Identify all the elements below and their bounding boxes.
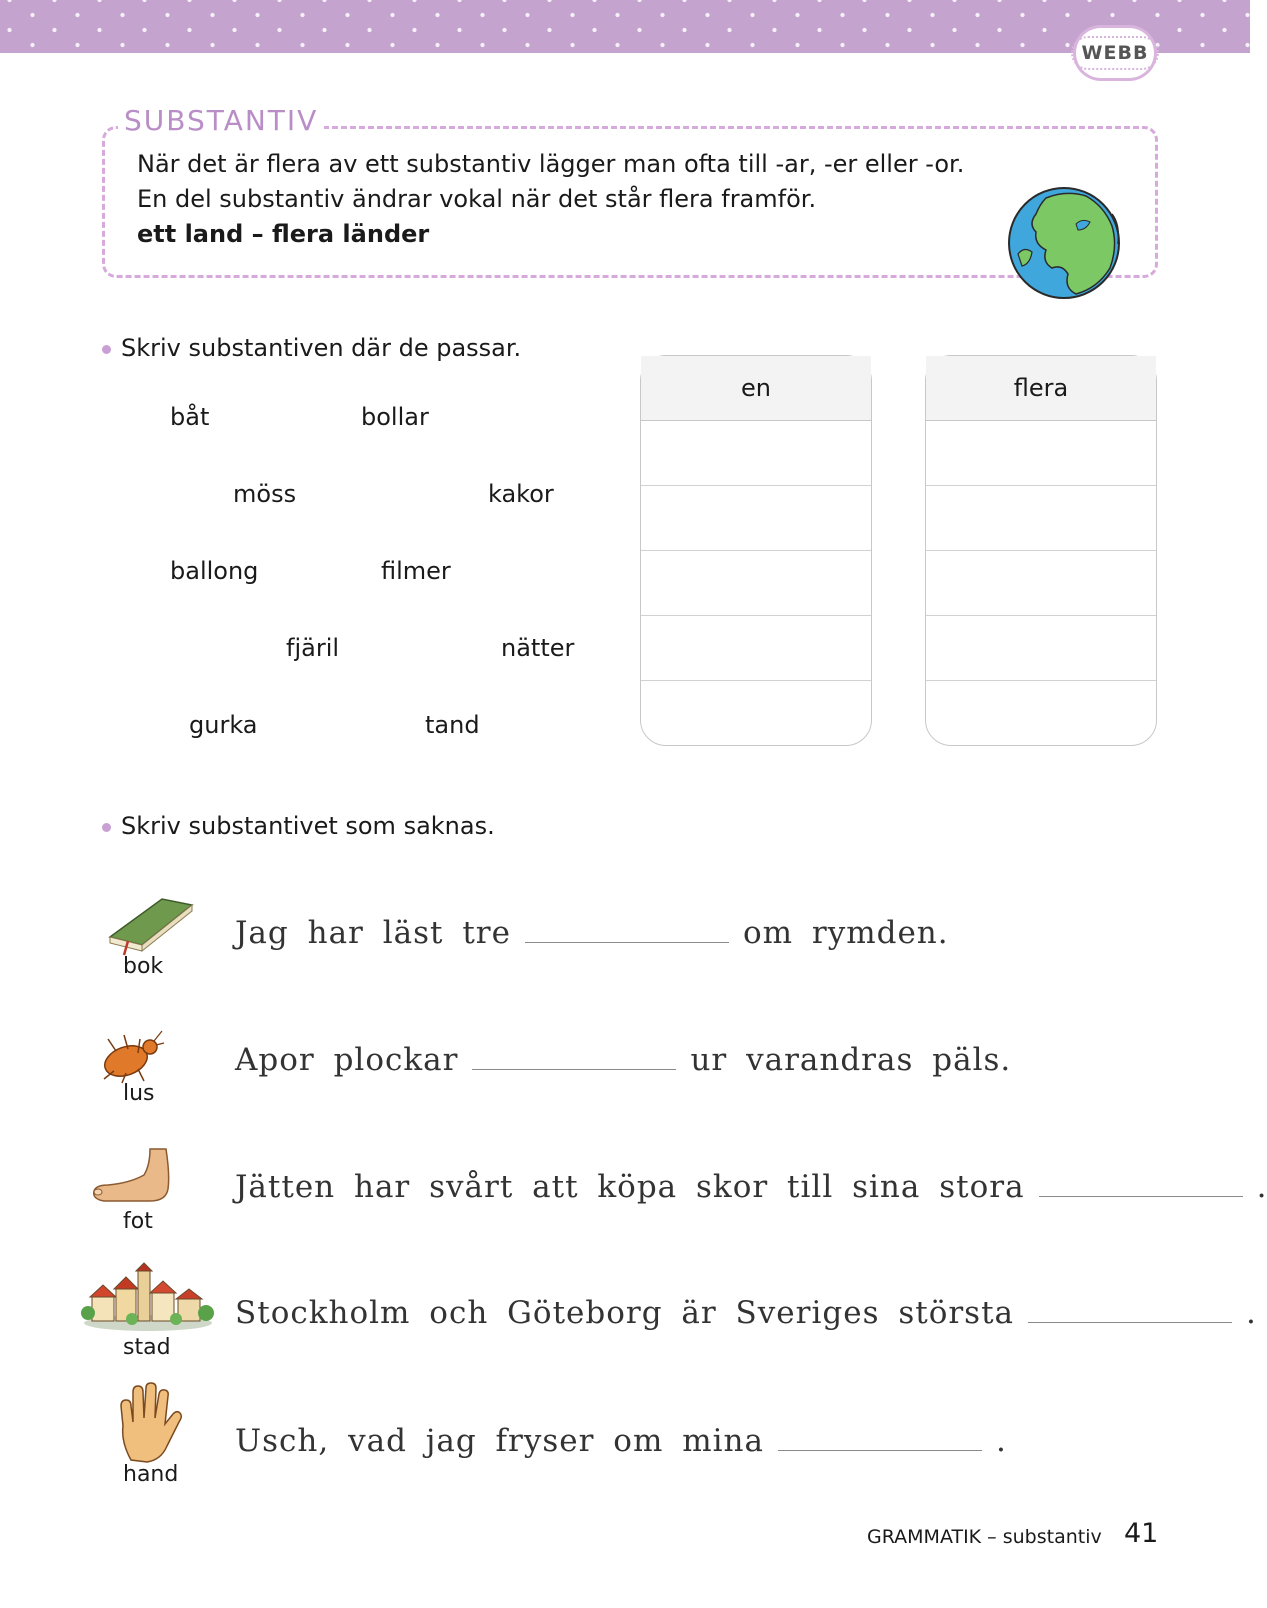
- picture-label: stad: [123, 1335, 171, 1360]
- answer-blank[interactable]: [525, 920, 729, 943]
- town-icon: [82, 1263, 214, 1333]
- answer-blank[interactable]: [1039, 1174, 1243, 1197]
- bullet-dot: [102, 823, 111, 832]
- footer-section: GRAMMATIK: [867, 1526, 982, 1548]
- answer-cell[interactable]: [641, 551, 871, 616]
- answer-blank[interactable]: [472, 1047, 676, 1070]
- exercise1-instruction-text: Skriv substantiven där de passar.: [121, 334, 522, 362]
- word-item: ballong: [170, 557, 259, 585]
- sentence-start: Stockholm och Göteborg är Sveriges största: [235, 1295, 1015, 1331]
- sentence-start: Jag har läst tre: [235, 915, 511, 951]
- column-en: [640, 355, 872, 746]
- sentence-row: [235, 915, 949, 951]
- word-item: nätter: [501, 634, 575, 662]
- exercise2-instruction: [102, 812, 495, 840]
- word-item: tand: [425, 711, 480, 739]
- word-item: filmer: [381, 557, 451, 585]
- column-en-header: en: [641, 356, 871, 421]
- webb-badge-label: WEBB: [1071, 36, 1160, 70]
- word-item: bollar: [361, 403, 429, 431]
- sentence-row: [235, 1423, 1007, 1459]
- picture-label: lus: [123, 1081, 155, 1106]
- answer-cell[interactable]: [641, 681, 871, 746]
- louse-icon: [96, 1025, 166, 1085]
- globe-icon: [1006, 184, 1124, 302]
- book-icon: [100, 893, 195, 963]
- answer-cell[interactable]: [926, 616, 1156, 681]
- sentence-end: .: [1256, 1169, 1267, 1205]
- exercise1-instruction: [102, 334, 521, 362]
- sentence-end: om rymden.: [742, 915, 949, 951]
- column-flera-header: flera: [926, 356, 1156, 421]
- word-item: båt: [170, 403, 210, 431]
- answer-cell[interactable]: [641, 486, 871, 551]
- word-item: fjäril: [286, 634, 340, 662]
- rule-text-line-2: En del substantiv ändrar vokal när det står flera framför.: [137, 185, 817, 213]
- answer-cell[interactable]: [926, 551, 1156, 616]
- answer-cell[interactable]: [926, 421, 1156, 486]
- answer-cell[interactable]: [641, 616, 871, 681]
- rule-example: ett land – flera länder: [137, 220, 430, 248]
- sentence-row: [235, 1295, 1257, 1331]
- picture-label: fot: [123, 1209, 153, 1234]
- answer-blank[interactable]: [1028, 1300, 1232, 1323]
- answer-blank[interactable]: [778, 1428, 982, 1451]
- word-item: möss: [233, 480, 297, 508]
- exercise2-instruction-text: Skriv substantivet som saknas.: [121, 812, 495, 840]
- bullet-dot: [102, 345, 111, 354]
- foot-icon: [90, 1145, 175, 1210]
- sentence-end: .: [1246, 1295, 1257, 1331]
- footer-dash: –: [981, 1526, 1003, 1548]
- picture-label: bok: [123, 954, 164, 979]
- page-number: 41: [1124, 1518, 1159, 1549]
- column-flera: [925, 355, 1157, 746]
- sentence-start: Apor plockar: [235, 1042, 459, 1078]
- word-item: kakor: [488, 480, 554, 508]
- top-decorative-band: [0, 0, 1250, 53]
- footer-caption: [867, 1526, 1102, 1548]
- sentence-row: [235, 1169, 1267, 1205]
- picture-label: hand: [123, 1462, 179, 1487]
- word-item: gurka: [189, 711, 258, 739]
- webb-badge[interactable]: [1076, 28, 1154, 78]
- sentence-end: ur varandras päls.: [690, 1042, 1012, 1078]
- sentence-start: Jätten har svårt att köpa skor till sina stora: [235, 1169, 1025, 1205]
- answer-cell[interactable]: [926, 486, 1156, 551]
- rule-text-line-1: När det är flera av ett substantiv lägger man ofta till -ar, -er eller -or.: [137, 150, 965, 178]
- rule-title: SUBSTANTIV: [118, 104, 324, 137]
- sentence-end: .: [995, 1423, 1007, 1459]
- footer-topic: substantiv: [1002, 1526, 1102, 1548]
- answer-cell[interactable]: [641, 421, 871, 486]
- sentence-start: Usch, vad jag fryser om mina: [235, 1423, 764, 1459]
- answer-cell[interactable]: [926, 681, 1156, 746]
- sentence-row: [235, 1042, 1011, 1078]
- hand-icon: [117, 1382, 183, 1464]
